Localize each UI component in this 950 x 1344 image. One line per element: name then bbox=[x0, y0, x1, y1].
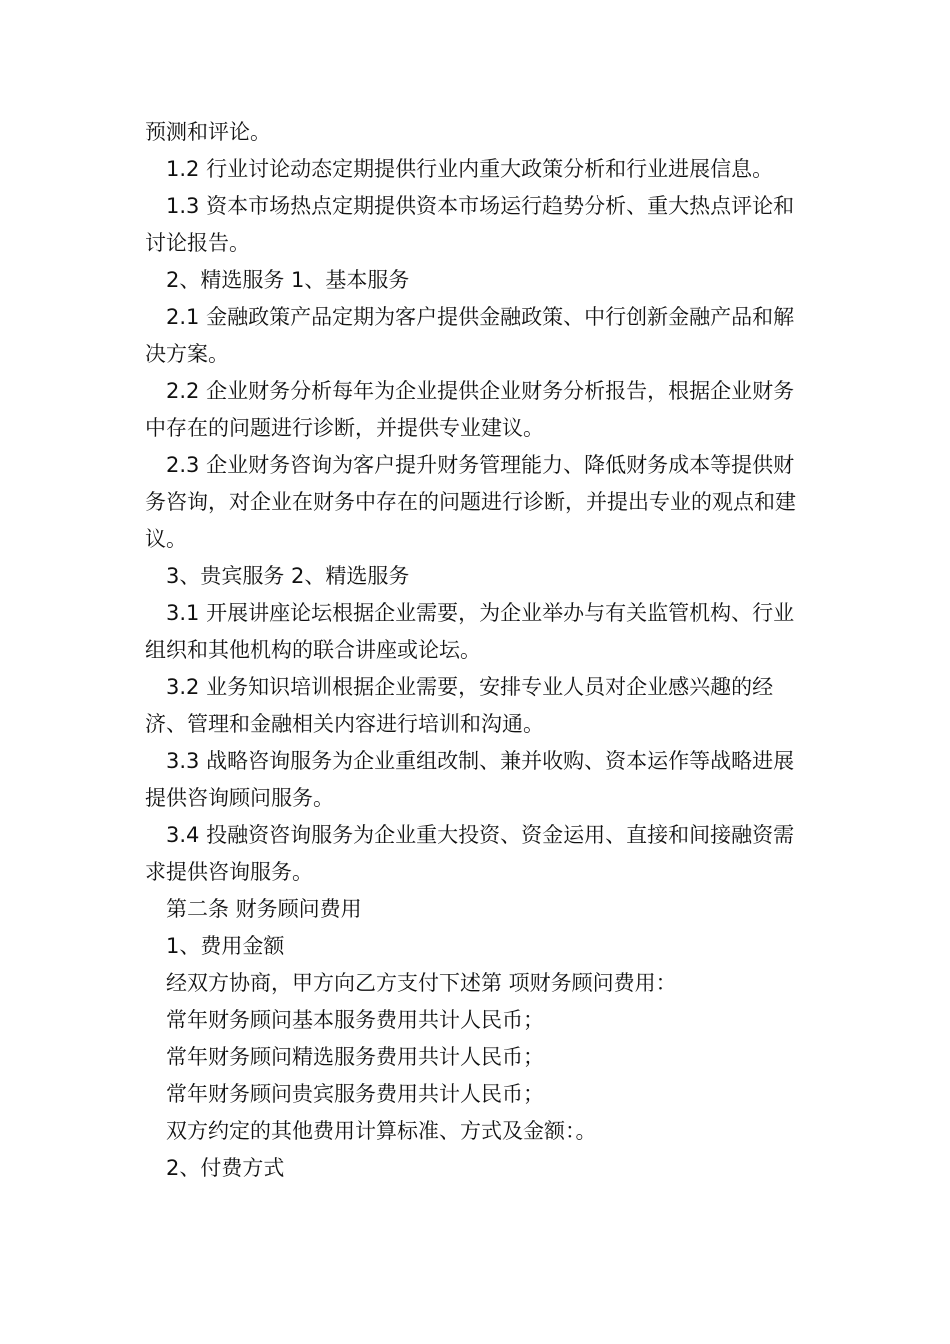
paragraph: 常年财务顾问精选服务费用共计人民币； bbox=[166, 1045, 544, 1069]
paragraph: 2、精选服务 1、基本服务 bbox=[166, 268, 410, 292]
paragraph: 2.1 金融政策产品定期为客户提供金融政策、中行创新金融产品和解决方案。 bbox=[145, 305, 795, 366]
paragraph: 2.2 企业财务分析每年为企业提供企业财务分析报告，根据企业财务中存在的问题进行诊断，并提供专业建议。 bbox=[145, 379, 795, 440]
paragraph: 双方约定的其他费用计算标准、方式及金额：。 bbox=[166, 1119, 597, 1143]
paragraph: 3.4 投融资咨询服务为企业重大投资、资金运用、直接和间接融资需求提供咨询服务。 bbox=[145, 823, 795, 884]
paragraph: 3.3 战略咨询服务为企业重组改制、兼并收购、资本运作等战略进展提供咨询顾问服务。 bbox=[145, 749, 795, 810]
paragraph: 3、贵宾服务 2、精选服务 bbox=[166, 564, 410, 588]
section-heading: 第二条 财务顾问费用 bbox=[166, 897, 362, 921]
paragraph: 2.3 企业财务咨询为客户提升财务管理能力、降低财务成本等提供财务咨询，对企业在财务中存在的问题进行诊断，并提出专业的观点和建议。 bbox=[145, 453, 796, 551]
paragraph: 1、费用金额 bbox=[166, 934, 285, 958]
paragraph: 常年财务顾问基本服务费用共计人民币； bbox=[166, 1008, 544, 1032]
paragraph: 经双方协商，甲方向乙方支付下述第 项财务顾问费用： bbox=[166, 971, 677, 995]
paragraph: 2、付费方式 bbox=[166, 1156, 285, 1180]
document-body bbox=[145, 114, 815, 1187]
paragraph: 3.2 业务知识培训根据企业需要，安排专业人员对企业感兴趣的经济、管理和金融相关内容进行培训和沟通。 bbox=[145, 675, 774, 736]
paragraph: 3.1 开展讲座论坛根据企业需要，为企业举办与有关监管机构、行业组织和其他机构的联合讲座或论坛。 bbox=[145, 601, 795, 662]
paragraph: 预测和评论。 bbox=[145, 120, 271, 144]
paragraph: 1.2 行业讨论动态定期提供行业内重大政策分析和行业进展信息。 bbox=[166, 157, 774, 181]
paragraph: 1.3 资本市场热点定期提供资本市场运行趋势分析、重大热点评论和讨论报告。 bbox=[145, 194, 795, 255]
paragraph: 常年财务顾问贵宾服务费用共计人民币； bbox=[166, 1082, 544, 1106]
